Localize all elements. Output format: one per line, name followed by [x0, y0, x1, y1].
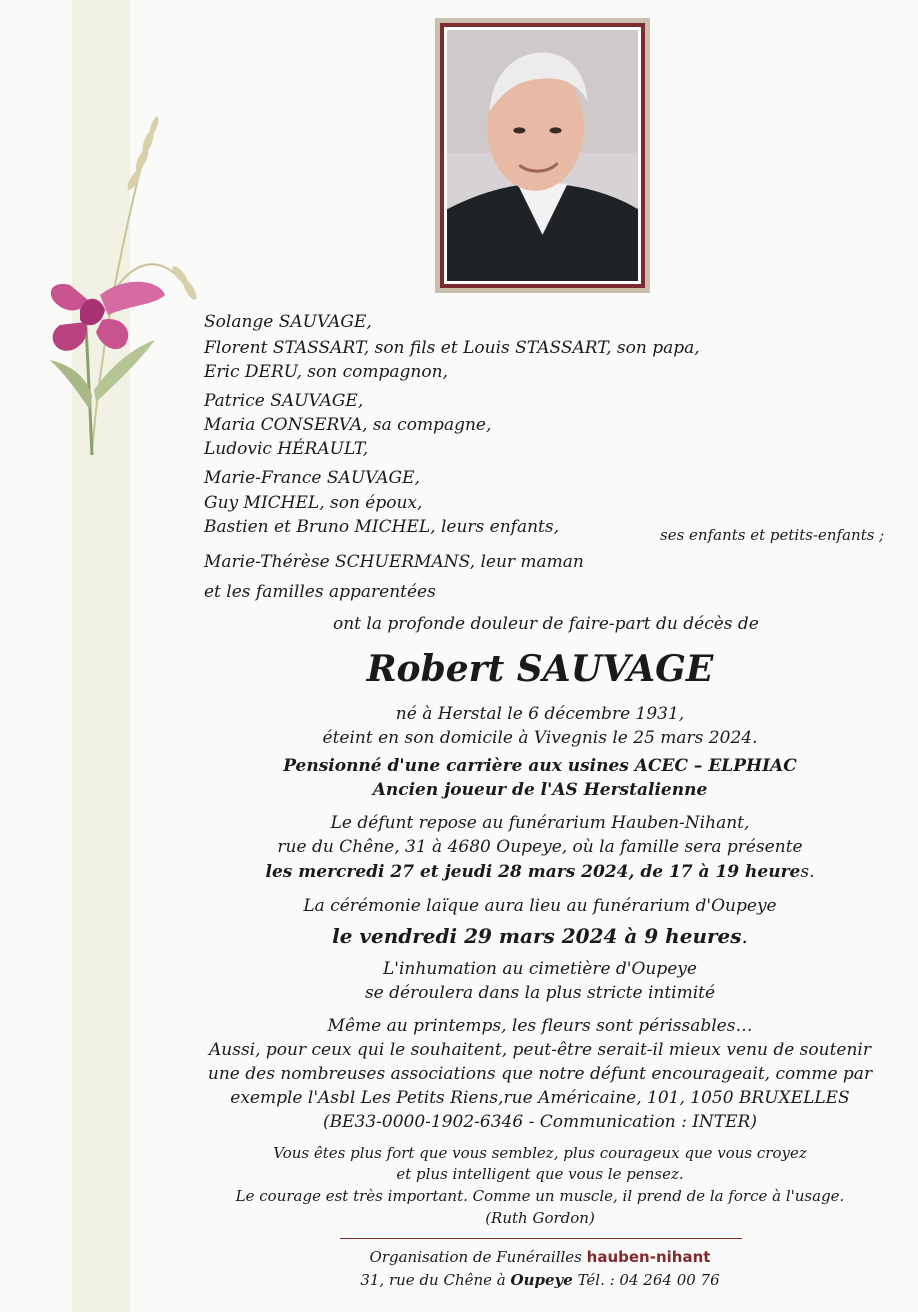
- visitation-dates: [160, 862, 918, 882]
- ceremony-line: La cérémonie laïque aura lieu au funérarium d'Oupeye: [303, 896, 777, 916]
- visitation-line: Le défunt repose au funérarium Hauben-Nihant,: [330, 813, 750, 833]
- footer-phone: Tél. : 04 264 00 76: [577, 1271, 720, 1289]
- visitation-dates-bold: les mercredi 27 et jeudi 28 mars 2024, de 17 à 19 heure: [265, 862, 801, 882]
- flowers-line: Aussi, pour ceux qui le souhaitent, peut-être serait-il mieux venu de soutenir: [209, 1040, 871, 1060]
- quote-author: (Ruth Gordon): [485, 1209, 595, 1227]
- quote-line: Vous êtes plus fort que vous semblez, plus courageux que vous croyez: [273, 1144, 807, 1162]
- career-line: Ancien joueur de l'AS Herstalienne: [372, 780, 708, 800]
- portrait-frame: [435, 18, 650, 293]
- flowers-line: Même au printemps, les fleurs sont périssables…: [327, 1016, 753, 1036]
- flowers-line: exemple l'Asbl Les Petits Riens,rue Américaine, 101, 1050 BRUXELLES: [230, 1088, 850, 1108]
- visitation-dates-tail: s.: [800, 862, 815, 882]
- family-line: Ludovic HÉRAULT,: [204, 439, 369, 459]
- family-line: Eric DERU, son compagnon,: [204, 362, 448, 382]
- quote-line: Le courage est très important. Comme un muscle, il prend de la force à l'usage.: [235, 1187, 845, 1205]
- visitation-line: rue du Chêne, 31 à 4680 Oupeye, où la famille sera présente: [277, 837, 803, 857]
- portrait-photo: [447, 30, 638, 281]
- family-line: Marie-France SAUVAGE,: [204, 468, 420, 488]
- lily-flower-icon: [30, 110, 220, 470]
- family-line: Patrice SAUVAGE,: [204, 391, 364, 411]
- footer-town: Oupeye: [510, 1271, 573, 1289]
- quote-line: et plus intelligent que vous le pensez.: [396, 1165, 684, 1183]
- family-line: et les familles apparentées: [204, 582, 436, 602]
- footer-org: [160, 1248, 918, 1266]
- birth-info: né à Herstal le 6 décembre 1931,: [395, 704, 685, 724]
- family-line: Florent STASSART, son fils et Louis STASSART, son papa,: [204, 338, 700, 358]
- footer-org-label: Organisation de Funérailles: [369, 1248, 582, 1266]
- flowers-line: une des nombreuses associations que notre défunt encourageait, comme par: [207, 1064, 873, 1084]
- footer-divider: [340, 1238, 742, 1239]
- deceased-name: Robert SAUVAGE: [366, 648, 714, 690]
- death-info: éteint en son domicile à Vivegnis le 25 mars 2024.: [322, 728, 758, 748]
- burial-line: se déroulera dans la plus stricte intimité: [364, 983, 716, 1003]
- ceremony-date-bold: le vendredi 29 mars 2024 à 9 heures: [332, 924, 742, 948]
- family-side-note: ses enfants et petits-enfants ;: [660, 526, 885, 544]
- family-line: Guy MICHEL, son époux,: [204, 493, 423, 513]
- family-line: Marie-Thérèse SCHUERMANS, leur maman: [204, 552, 584, 572]
- funeral-home-logo: hauben-nihant: [586, 1248, 711, 1266]
- flowers-line: (BE33-0000-1902-6346 - Communication : INTER): [323, 1112, 757, 1132]
- announcement-text: ont la profonde douleur de faire-part du décès de: [333, 614, 759, 634]
- family-line: Solange SAUVAGE,: [204, 312, 372, 332]
- burial-line: L'inhumation au cimetière d'Oupeye: [383, 959, 697, 979]
- ceremony-date: [160, 924, 918, 948]
- ceremony-date-tail: .: [741, 924, 748, 948]
- footer-address: [160, 1271, 918, 1289]
- family-line: Maria CONSERVA, sa compagne,: [204, 415, 492, 435]
- family-line: Bastien et Bruno MICHEL, leurs enfants,: [204, 517, 559, 537]
- career-line: Pensionné d'une carrière aux usines ACEC – ELPHIAC: [283, 756, 797, 776]
- footer-address-text: 31, rue du Chêne à: [360, 1271, 511, 1289]
